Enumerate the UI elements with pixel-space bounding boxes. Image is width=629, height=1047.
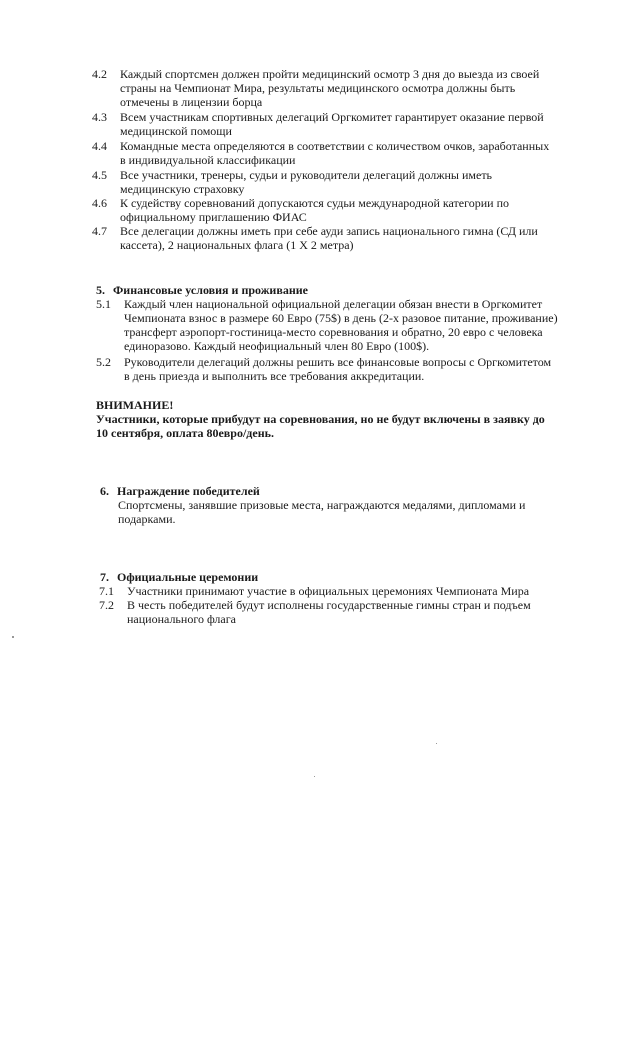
item-number: 4.6 [92,196,107,210]
attention-text: Участники, которые прибудут на соревнования, но не будут включены в заявку до 10 сентября, оплата 80евро/день. [96,412,545,440]
item-text: Каждый спортсмен должен пройти медицинский осмотр 3 дня до выезда из своей страны на Чемпионат Мира, результаты медицинского осмотра должны быть отмечены в лицензии борца [120,67,540,109]
item-text: К судейству соревнований допускаются судьи международной категории по официальному приглашению ФИАС [120,196,510,224]
section-title: Официальные церемонии [117,570,259,584]
scan-speck [436,743,437,744]
section-number: 7. [100,570,109,584]
attention-title: ВНИМАНИЕ! [96,398,174,412]
section-heading [100,484,260,498]
item-number: 4.4 [92,139,107,153]
section-heading [100,570,258,584]
scan-speck [12,636,14,638]
item-text: Командные места определяются в соответствии с количеством очков, заработанных в индивидуальной классификации [120,139,550,167]
item-number: 4.2 [92,67,107,81]
item-text: Все участники, тренеры, судьи и руководители делегаций должны иметь медицинскую страховку [120,168,493,196]
section-title: Награждение победителей [117,484,260,498]
item-number: 7.1 [99,584,114,598]
scan-speck [314,776,315,777]
section-title: Финансовые условия и проживание [113,283,308,297]
section-text: Спортсмены, занявшие призовые места, награждаются медалями, дипломами и подарками. [118,498,526,526]
item-text: Участники принимают участие в официальных церемониях Чемпионата Мира [127,584,530,598]
section-number: 5. [96,283,105,297]
item-number: 5.2 [96,355,111,369]
section-number: 6. [100,484,109,498]
item-text: Руководители делегаций должны решить все финансовые вопросы с Оргкомитетом в день приезда и выполнить все требования аккредитации. [124,355,552,383]
item-number: 4.3 [92,110,107,124]
item-text: Все делегации должны иметь при себе ауди запись национального гимна (СД или кассета), 2 национальных флага (1 Х 2 метра) [120,224,538,252]
section-heading [96,283,308,297]
item-text: Всем участникам спортивных делегаций Оргкомитет гарантирует оказание первой медицинской помощи [120,110,544,138]
item-number: 4.5 [92,168,107,182]
item-number: 4.7 [92,224,107,238]
item-text: Каждый член национальной официальной делегации обязан внести в Оргкомитет Чемпионата взнос в размере 60 Евро (75$) в день (2-х разовое питание, проживание) трансферт аэропорт-гостиница-место соревнования и обратно, 20 евро с человека единоразово. Каждый неофициальный член 80 Евро (100$). [124,297,558,353]
item-number: 5.1 [96,297,111,311]
item-number: 7.2 [99,598,114,612]
item-text: В честь победителей будут исполнены государственные гимны стран и подъем национального флага [127,598,531,626]
